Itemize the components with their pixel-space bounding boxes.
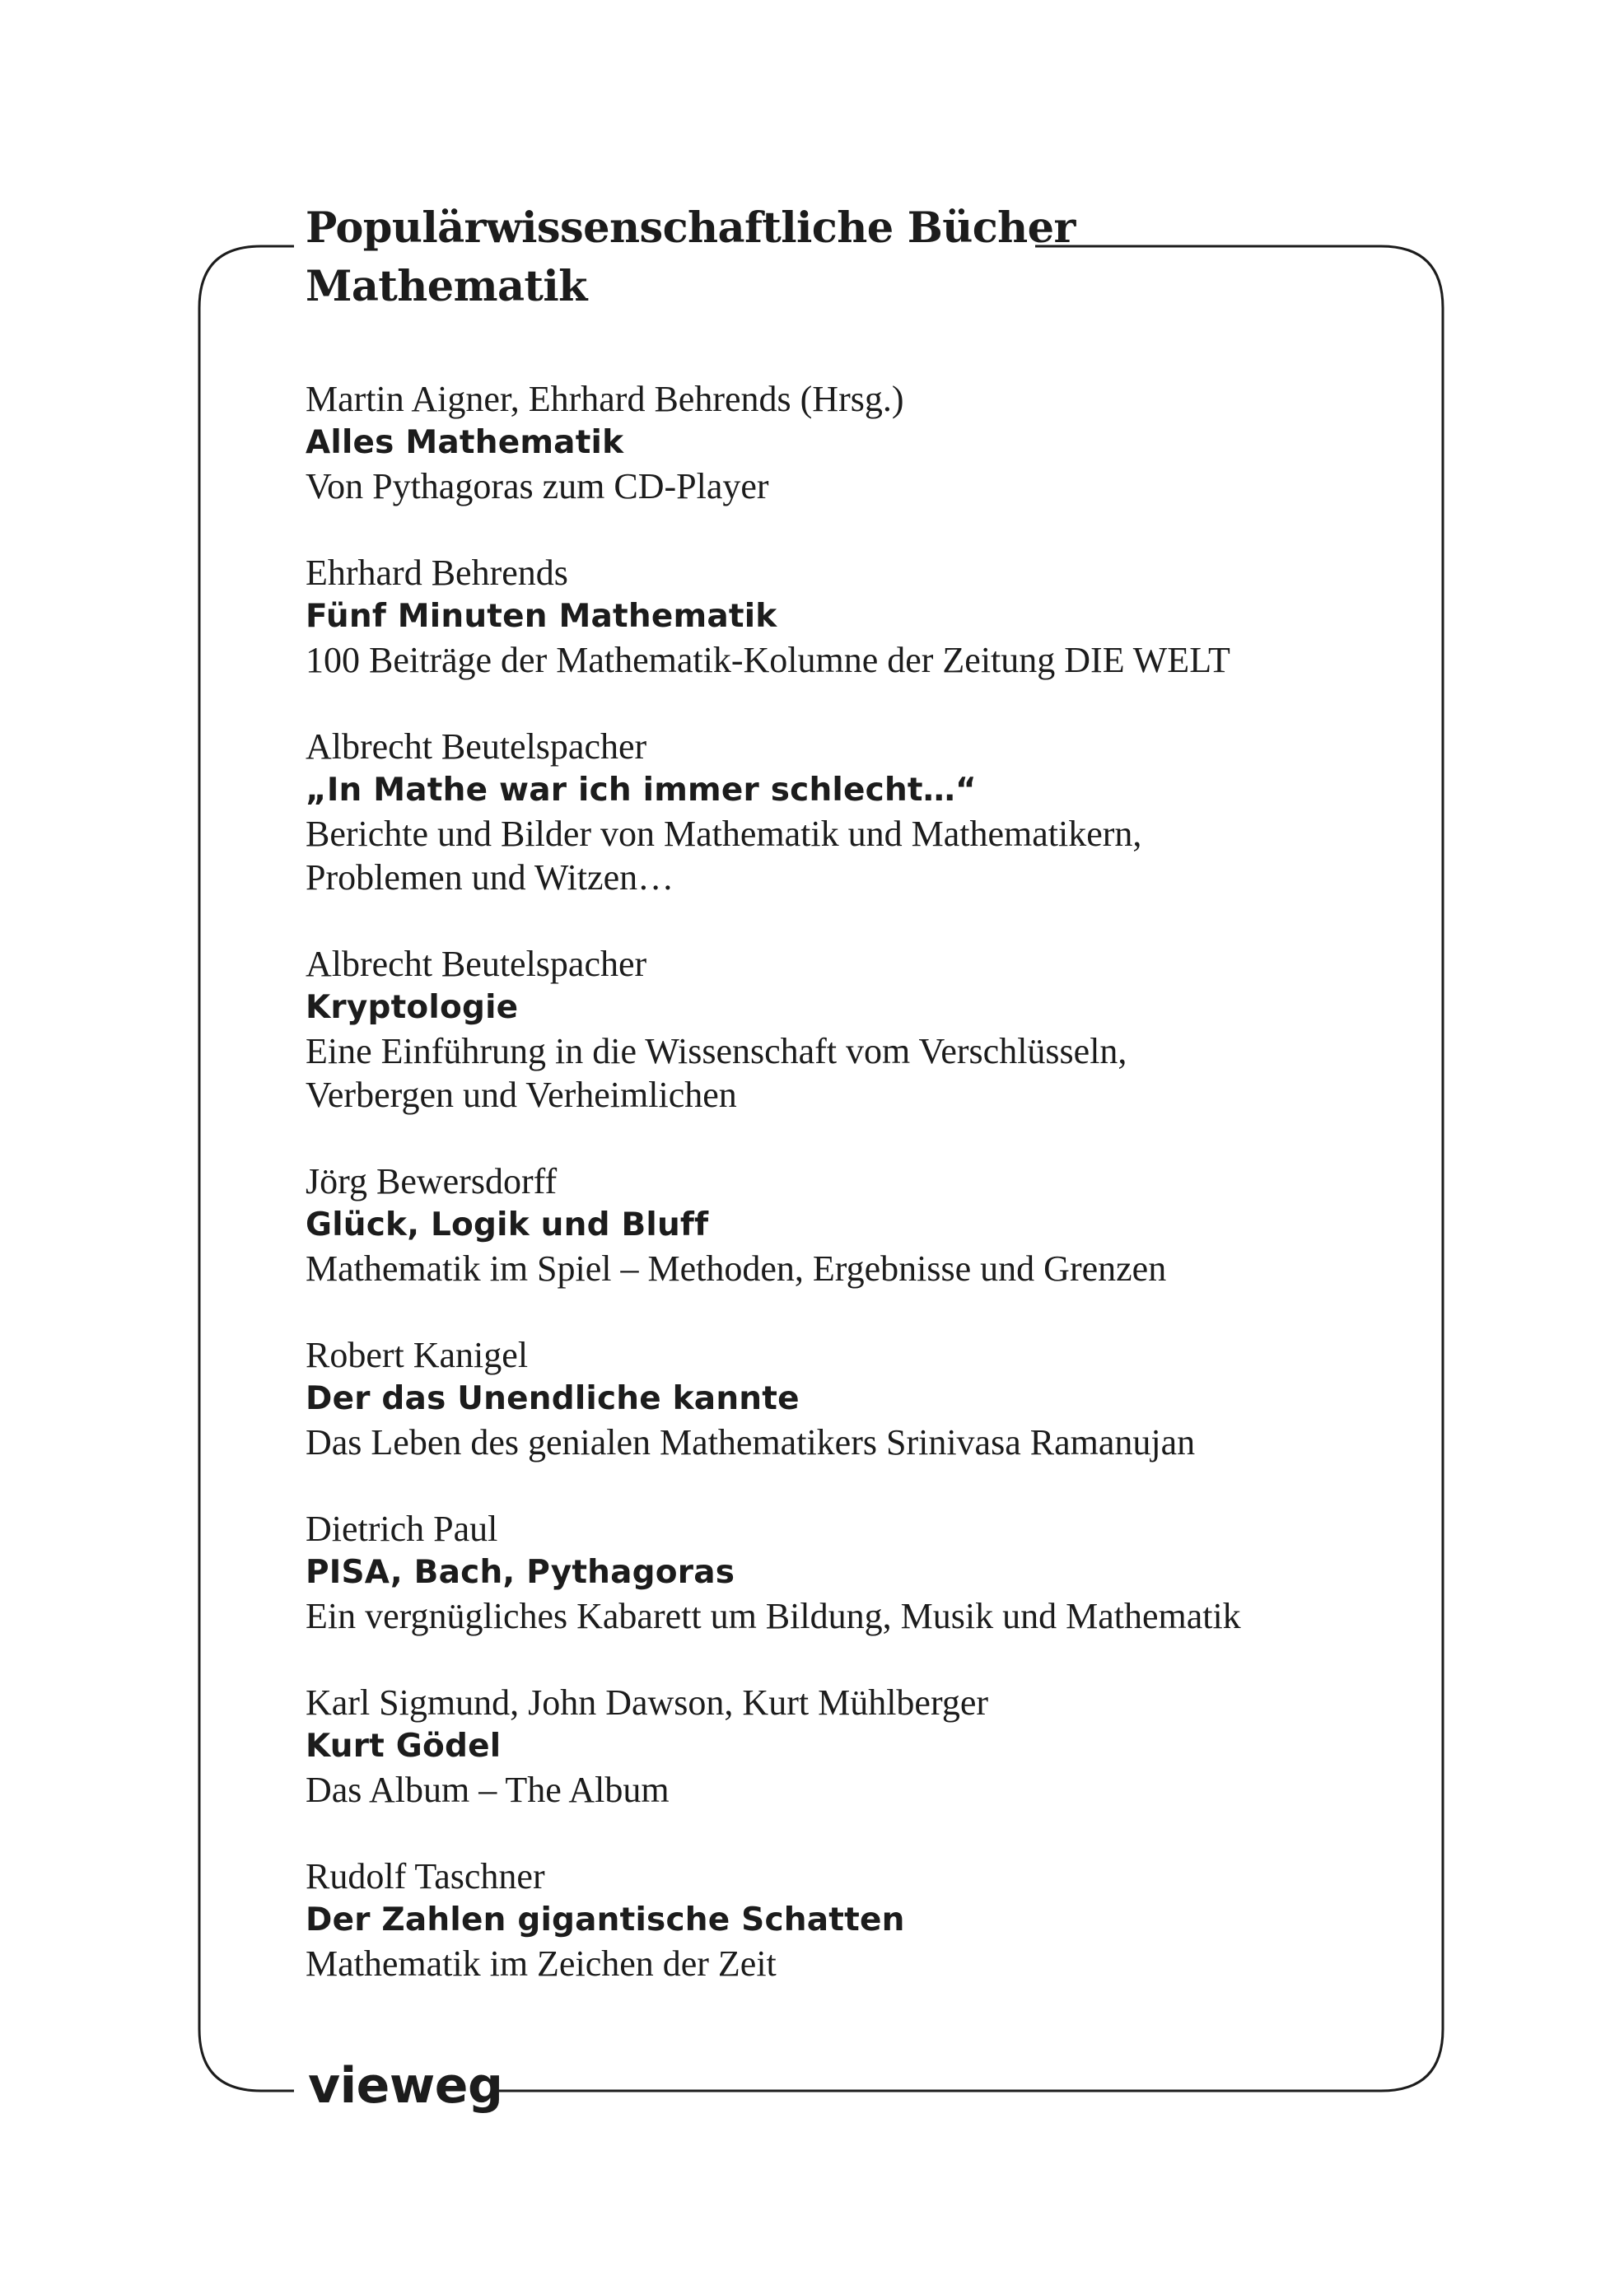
book-subtitle: Eine Einführung in die Wissenschaft vom Verschlüsseln, [306, 1031, 1127, 1071]
publisher-logo: vieweg [308, 2057, 503, 2115]
book-subtitle: Berichte und Bilder von Mathematik und Mathematikern, [306, 814, 1142, 854]
book-subtitle: Verbergen und Verheimlichen [306, 1075, 737, 1115]
book-entry [306, 1854, 1426, 2028]
book-title: Kryptologie [306, 989, 519, 1026]
book-author: Albrecht Beutelspacher [306, 944, 647, 984]
book-title: Fünf Minuten Mathematik [306, 598, 777, 635]
book-entry [306, 1333, 1426, 1507]
book-author: Dietrich Paul [306, 1509, 498, 1549]
header-line-2: Mathematik [306, 262, 587, 311]
book-author: Albrecht Beutelspacher [306, 726, 647, 767]
book-title: „In Mathe war ich immer schlecht…“ [306, 772, 977, 809]
book-subtitle: Mathematik im Zeichen der Zeit [306, 1943, 777, 1984]
book-author: Ehrhard Behrends [306, 553, 568, 593]
book-author: Jörg Bewersdorff [306, 1161, 558, 1201]
book-author: Robert Kanigel [306, 1335, 529, 1375]
book-author: Martin Aigner, Ehrhard Behrends (Hrsg.) [306, 379, 904, 419]
book-entry [306, 551, 1426, 725]
book-title: Glück, Logik und Bluff [306, 1206, 709, 1243]
book-title: Alles Mathematik [306, 424, 624, 461]
book-entry [306, 725, 1426, 942]
book-subtitle: Von Pythagoras zum CD-Player [306, 466, 769, 506]
book-author: Karl Sigmund, John Dawson, Kurt Mühlberger [306, 1682, 988, 1723]
book-author: Rudolf Taschner [306, 1856, 545, 1896]
book-title: PISA, Bach, Pythagoras [306, 1554, 735, 1591]
book-entry [306, 377, 1426, 551]
book-title: Der Zahlen gigantische Schatten [306, 1901, 905, 1938]
book-subtitle: Das Leben des genialen Mathematikers Srinivasa Ramanujan [306, 1422, 1196, 1463]
book-subtitle: Problemen und Witzen… [306, 857, 674, 898]
book-title: Kurt Gödel [306, 1728, 502, 1765]
book-title: Der das Unendliche kannte [306, 1380, 800, 1417]
book-list [306, 377, 1426, 2028]
book-entry [306, 1159, 1426, 1333]
book-subtitle: Ein vergnügliches Kabarett um Bildung, Musik und Mathematik [306, 1596, 1241, 1636]
book-subtitle: Das Album – The Album [306, 1770, 670, 1810]
book-entry [306, 1507, 1426, 1681]
header-line-1: Populärwissenschaftliche Bücher [306, 203, 1076, 253]
series-header [306, 199, 1076, 316]
book-entry [306, 942, 1426, 1159]
book-subtitle: Mathematik im Spiel – Methoden, Ergebnisse und Grenzen [306, 1248, 1167, 1289]
book-subtitle: 100 Beiträge der Mathematik-Kolumne der Zeitung DIE WELT [306, 640, 1230, 680]
book-entry [306, 1681, 1426, 1854]
